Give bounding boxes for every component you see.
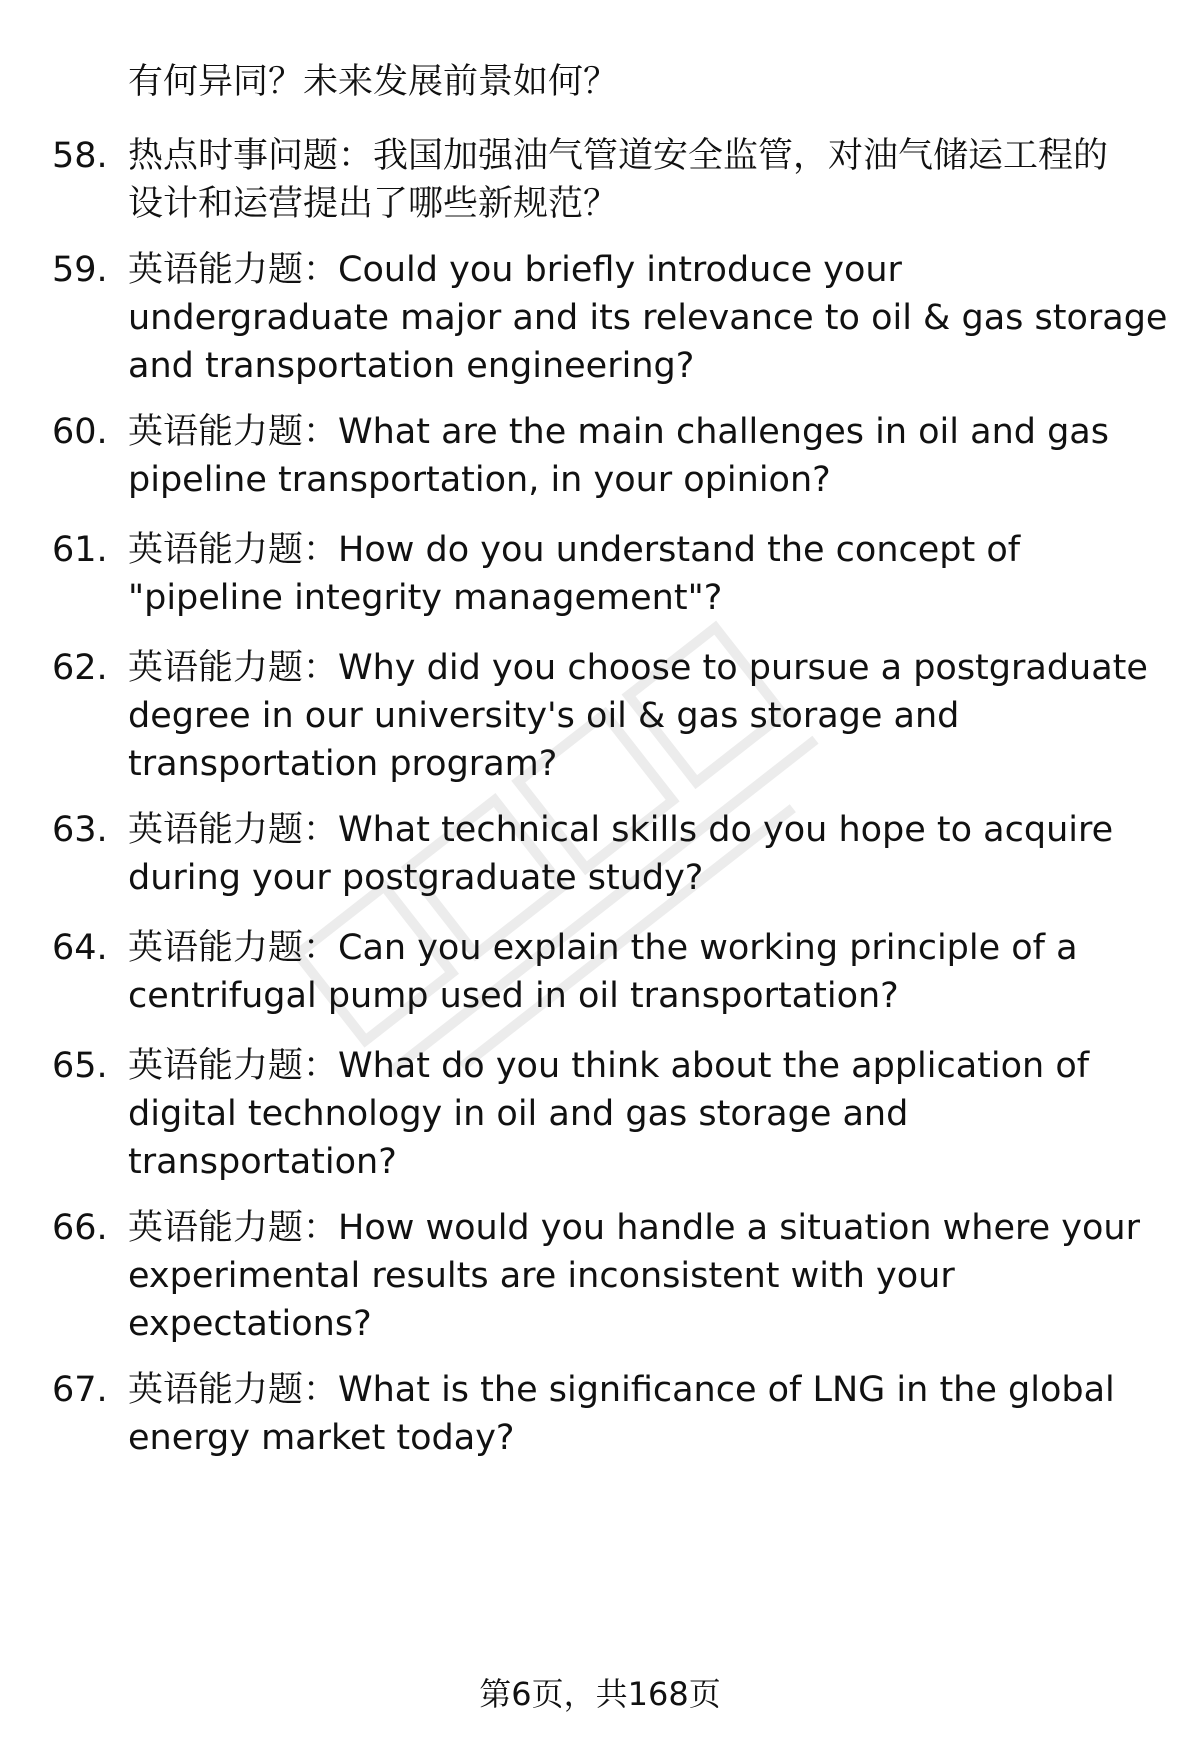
- question-line: pipeline transportation, in your opinion?: [128, 460, 831, 500]
- question-line: 英语能力题：Why did you choose to pursue a postgraduate: [128, 648, 1148, 688]
- question-text: [128, 408, 1148, 504]
- question-line: transportation program?: [128, 744, 558, 784]
- question-line: digital technology in oil and gas storage and: [128, 1094, 909, 1134]
- question-number: 58.: [52, 136, 108, 176]
- question-text: [128, 924, 1148, 1020]
- question-number: 62.: [52, 648, 108, 688]
- question-line: 英语能力题：What are the main challenges in oil and gas: [128, 412, 1109, 452]
- question-number: 67.: [52, 1370, 108, 1410]
- question-line: 英语能力题：Can you explain the working principle of a: [128, 928, 1078, 968]
- question-number: 61.: [52, 530, 108, 570]
- question-line: 英语能力题：What is the significance of LNG in the global: [128, 1370, 1115, 1410]
- question-line: 英语能力题：Could you briefly introduce your: [128, 250, 902, 290]
- question-number: 63.: [52, 810, 108, 850]
- question-line: 英语能力题：What technical skills do you hope to acquire: [128, 810, 1114, 850]
- question-number: 65.: [52, 1046, 108, 1086]
- question-text: [128, 132, 1148, 228]
- question-text: [128, 246, 1168, 390]
- question-number: 60.: [52, 412, 108, 452]
- question-number: 64.: [52, 928, 108, 968]
- question-line: and transportation engineering?: [128, 346, 695, 386]
- question-text: [128, 1366, 1148, 1462]
- question-text: [128, 526, 1148, 622]
- question-line: transportation?: [128, 1142, 397, 1182]
- page-footer: 第6页，共168页: [479, 1675, 721, 1713]
- question-number: 59.: [52, 250, 108, 290]
- question-line: 设计和运营提出了哪些新规范？: [128, 184, 619, 224]
- question-line: undergraduate major and its relevance to oil & gas storage: [128, 298, 1168, 338]
- question-line: 英语能力题：What do you think about the application of: [128, 1046, 1090, 1086]
- question-text: [128, 1204, 1148, 1348]
- question-line: centrifugal pump used in oil transportation?: [128, 976, 899, 1016]
- question-line: 英语能力题：How would you handle a situation where your: [128, 1208, 1140, 1248]
- continuation-text: 有何异同？未来发展前景如何？: [128, 62, 619, 102]
- question-line: energy market today?: [128, 1418, 515, 1458]
- question-text: [128, 1042, 1148, 1186]
- question-line: expectations?: [128, 1304, 372, 1344]
- question-line: 热点时事问题：我国加强油气管道安全监管，对油气储运工程的: [128, 136, 1109, 176]
- question-line: experimental results are inconsistent with your: [128, 1256, 955, 1296]
- question-line: "pipeline integrity management"?: [128, 578, 723, 618]
- question-line: 英语能力题：How do you understand the concept of: [128, 530, 1021, 570]
- question-text: [128, 806, 1148, 902]
- question-number: 66.: [52, 1208, 108, 1248]
- question-text: [128, 644, 1148, 788]
- question-line: degree in our university's oil & gas storage and: [128, 696, 960, 736]
- question-line: during your postgraduate study?: [128, 858, 704, 898]
